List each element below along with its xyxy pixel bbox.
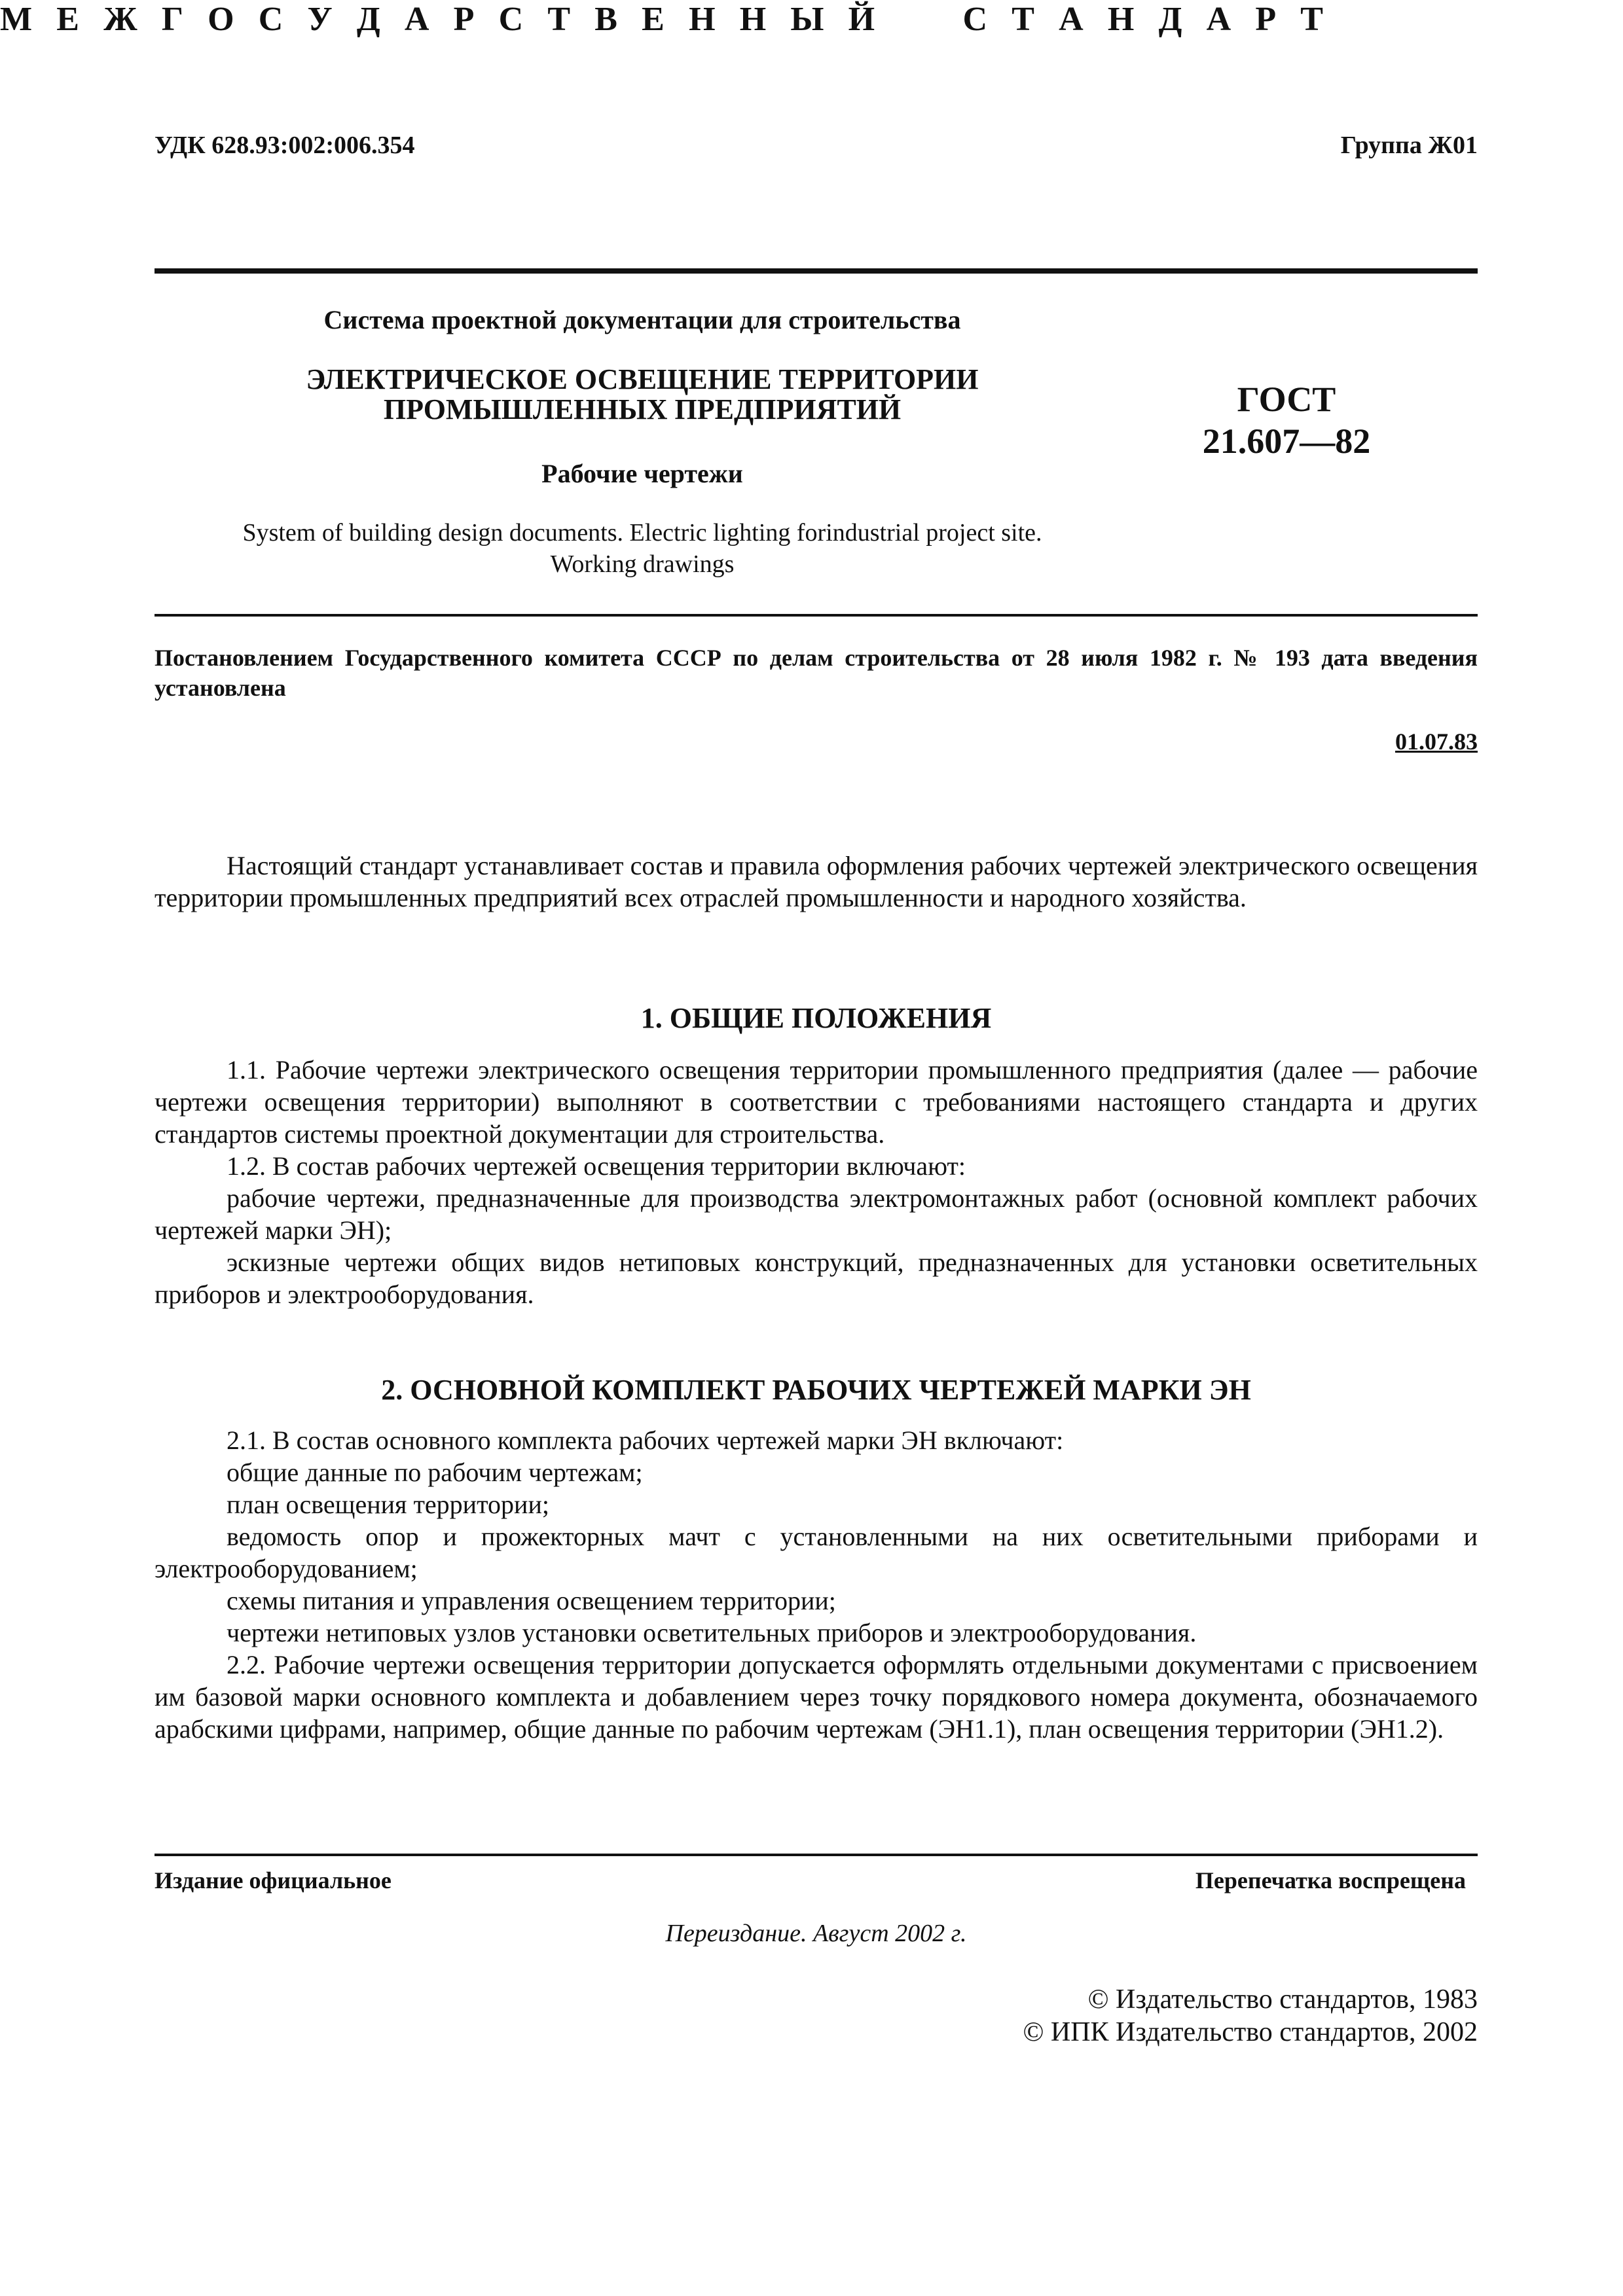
section-1-body xyxy=(155,1054,1478,1310)
official-edition-label: Издание официальное xyxy=(155,1867,392,1893)
banner-letter: О xyxy=(208,1,234,38)
banner-letter: Й xyxy=(848,1,875,38)
section-1-heading: 1. ОБЩИЕ ПОЛОЖЕНИЯ xyxy=(640,1002,992,1034)
banner-letter: В xyxy=(594,1,617,38)
banner-letter: Е xyxy=(56,1,79,38)
banner-gap xyxy=(899,0,938,39)
interstate-standard-banner xyxy=(0,0,1323,39)
reprint-prohibited-label: Перепечатка воспрещена xyxy=(1195,1867,1466,1893)
paragraph-1-1: 1.1. Рабочие чертежи электрического освещения территории промышленного предприятия (далее — рабочие чертежи освещения территории) выполняют в соответствии с требованиями настоящего стандарта и других стандартов системы проектной документации для строительства. xyxy=(155,1055,1478,1149)
paragraph-1-2-item-2: эскизные чертежи общих видов нетиповых конструкций, предназначенных для установки осветительных приборов и электрооборудования. xyxy=(155,1247,1478,1309)
banner-letter: М xyxy=(0,1,33,38)
copyright-block xyxy=(1023,1983,1478,2049)
banner-letter: У xyxy=(307,1,333,38)
document-title-line-1: ЭЛЕКТРИЧЕСКОЕ ОСВЕЩЕНИЕ ТЕРРИТОРИИ xyxy=(306,363,979,395)
banner-letter: Е xyxy=(642,1,665,38)
gost-designation xyxy=(1178,378,1395,462)
paragraph-2-1-item-5: чертежи нетиповых узлов установки осветительных приборов и электрооборудования. xyxy=(227,1618,1197,1647)
document-subtitle: Рабочие чертежи xyxy=(541,459,743,488)
banner-letter: С xyxy=(962,1,988,38)
banner-letter: Т xyxy=(1300,1,1323,38)
banner-letter: А xyxy=(1059,1,1084,38)
section-2-heading: 2. ОСНОВНОЙ КОМПЛЕКТ РАБОЧИХ ЧЕРТЕЖЕЙ МАРКИ ЭН xyxy=(381,1374,1251,1406)
footer-divider xyxy=(155,1854,1478,1856)
paragraph-2-1-item-3: ведомость опор и прожекторных мачт с установленными на них осветительными приборами и электрооборудованием; xyxy=(155,1522,1478,1583)
banner-letter: Т xyxy=(547,1,571,38)
banner-letter: Р xyxy=(1255,1,1277,38)
section-2-body xyxy=(155,1424,1478,1745)
banner-letter: Д xyxy=(1158,1,1182,38)
english-title xyxy=(155,517,1130,580)
document-title xyxy=(155,365,1130,425)
paragraph-2-2: 2.2. Рабочие чертежи освещения территории допускается оформлять отдельными документами с присвоением им базовой марки основного комплекта и добавлением через точку порядкового номера документа, обозначаемого арабскими цифрами, например, общие данные по рабочим чертежам (ЭН1.1), план освещения территории (ЭН1.2). xyxy=(155,1650,1478,1744)
system-title: Система проектной документации для строительства xyxy=(323,305,961,334)
introduction xyxy=(155,850,1478,914)
paragraph-2-1-item-2: план освещения территории; xyxy=(227,1490,549,1519)
group-code: Группа Ж01 xyxy=(1340,132,1478,159)
banner-letter: Д xyxy=(356,1,380,38)
header-divider xyxy=(155,268,1478,274)
banner-letter: Н xyxy=(739,1,767,38)
banner-letter: Н xyxy=(1107,1,1135,38)
banner-letter: Р xyxy=(453,1,475,38)
banner-letter: Т xyxy=(1012,1,1034,38)
banner-letter: А xyxy=(404,1,429,38)
paragraph-2-1: 2.1. В состав основного комплекта рабочих чертежей марки ЭН включают: xyxy=(227,1426,1064,1455)
document-title-line-2: ПРОМЫШЛЕННЫХ ПРЕДПРИЯТИЙ xyxy=(383,393,902,425)
paragraph-1-2: 1.2. В состав рабочих чертежей освещения территории включают: xyxy=(227,1151,966,1181)
english-title-line-2: Working drawings xyxy=(550,550,735,578)
banner-letter: Ы xyxy=(790,1,824,38)
copyright-line-2: © ИПК Издательство стандартов, 2002 xyxy=(1023,2017,1478,2047)
udk-code: УДК 628.93:002:006.354 xyxy=(155,132,415,159)
title-divider xyxy=(155,614,1478,617)
decree-text: Постановлением Государственного комитета СССР по делам строительства от 28 июля 1982 г. № 193 дата введения установлена xyxy=(155,645,1478,701)
copyright-line-1: © Издательство стандартов, 1983 xyxy=(1087,1984,1478,2015)
banner-letter: Ж xyxy=(103,1,137,38)
gost-label: ГОСТ xyxy=(1237,380,1336,419)
gost-number: 21.607—82 xyxy=(1202,422,1371,461)
banner-letter: С xyxy=(258,1,283,38)
paragraph-2-1-item-4: схемы питания и управления освещением территории; xyxy=(227,1586,836,1615)
republication-note: Переиздание. Август 2002 г. xyxy=(665,1920,967,1947)
banner-letter: А xyxy=(1206,1,1231,38)
paragraph-1-2-item-1: рабочие чертежи, предназначенные для производства электромонтажных работ (основной комплект рабочих чертежей марки ЭН); xyxy=(155,1183,1478,1245)
banner-letter: С xyxy=(498,1,524,38)
banner-letter: Г xyxy=(161,1,183,38)
introduction-paragraph: Настоящий стандарт устанавливает состав и правила оформления рабочих чертежей электрического освещения территории промышленных предприятий всех отраслей промышленности и народного хозяйства. xyxy=(155,851,1478,912)
introduction-date: 01.07.83 xyxy=(1395,728,1478,755)
banner-letter: Н xyxy=(689,1,716,38)
english-title-line-1: System of building design documents. Electric lighting forindustrial project site. xyxy=(242,519,1042,547)
paragraph-2-1-item-1: общие данные по рабочим чертежам; xyxy=(227,1458,643,1487)
